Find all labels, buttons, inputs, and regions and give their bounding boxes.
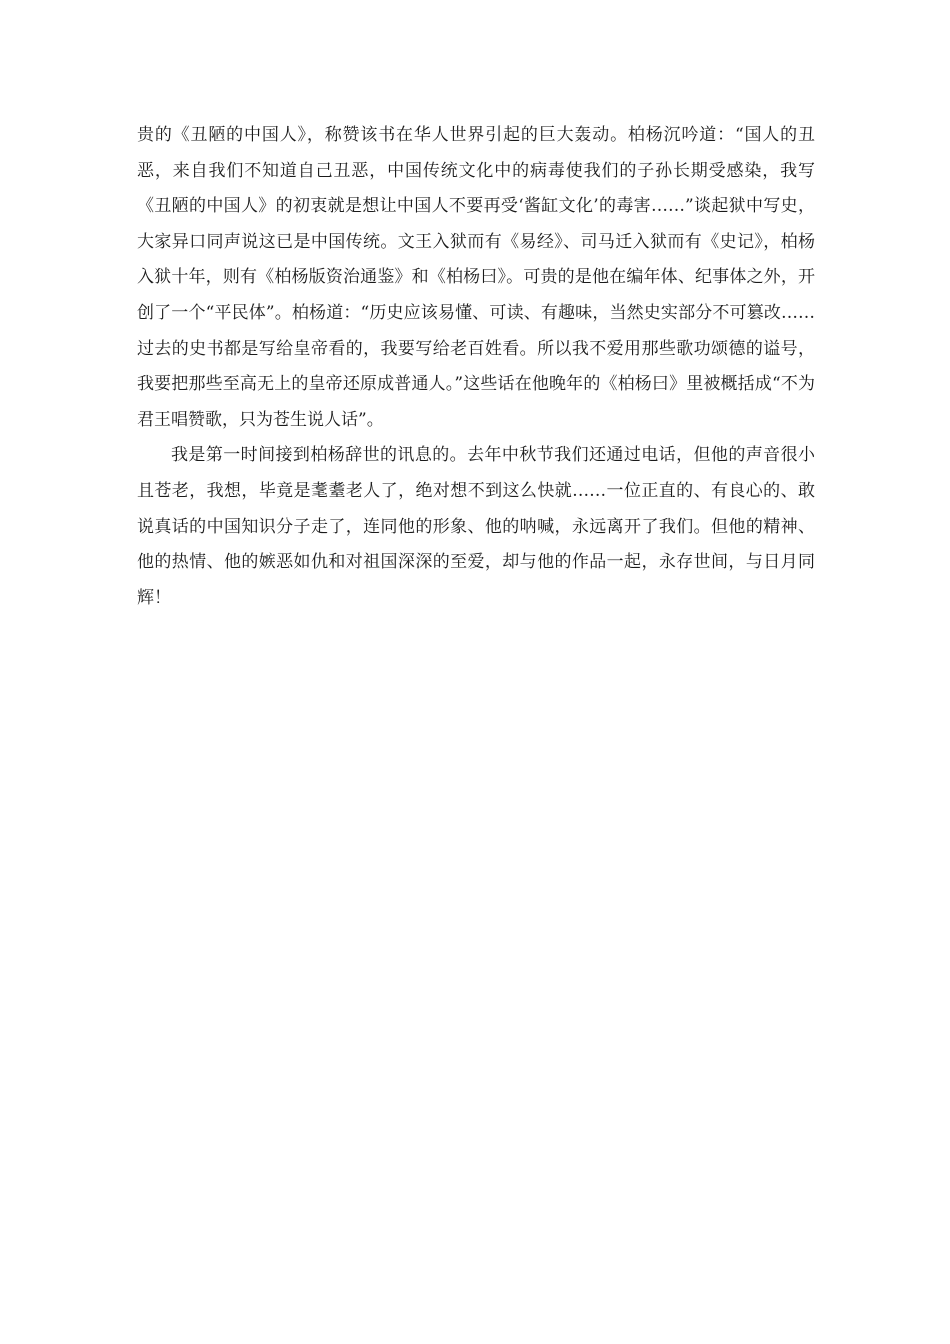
body-paragraph-continued: 贵的《丑陋的中国人》，称赞该书在华人世界引起的巨大轰动。柏杨沉吟道：“国人的丑恶，来自我们不知道自己丑恶，中国传统文化中的病毒使我们的子孙长期受感染，我写《丑陋的中国人》的初衷就是想让中国人不要再受‘酱缸文化’的毒害……”谈起狱中写史，大家异口同声说这已是中国传统。文王入狱而有《易经》、司马迁入狱而有《史记》，柏杨入狱十年，则有《柏杨版资治通鉴》和《柏杨曰》。可贵的是他在编年体、纪事体之外，开创了一个“平民体”。柏杨道：“历史应该易懂、可读、有趣味，当然史实部分不可篡改……过去的史书都是写给皇帝看的，我要写给老百姓看。所以我不爱用那些歌功颂德的谥号，我要把那些至高无上的皇帝还原成普通人。”这些话在他晚年的《柏杨曰》里被概括成“不为君王唱赞歌，只为苍生说人话”。: [137, 125, 815, 430]
body-paragraph: 我是第一时间接到柏杨辞世的讯息的。去年中秋节我们还通过电话，但他的声音很小且苍老，我想，毕竟是耄耋老人了，绝对想不到这么快就……一位正直的、有良心的、敢说真话的中国知识分子走了，连同他的形象、他的呐喊，永远离开了我们。但他的精神、他的热情、他的嫉恶如仇和对祖国深深的至爱，却与他的作品一起，永存世间，与日月同辉！: [137, 445, 815, 608]
document-page: [137, 118, 815, 616]
